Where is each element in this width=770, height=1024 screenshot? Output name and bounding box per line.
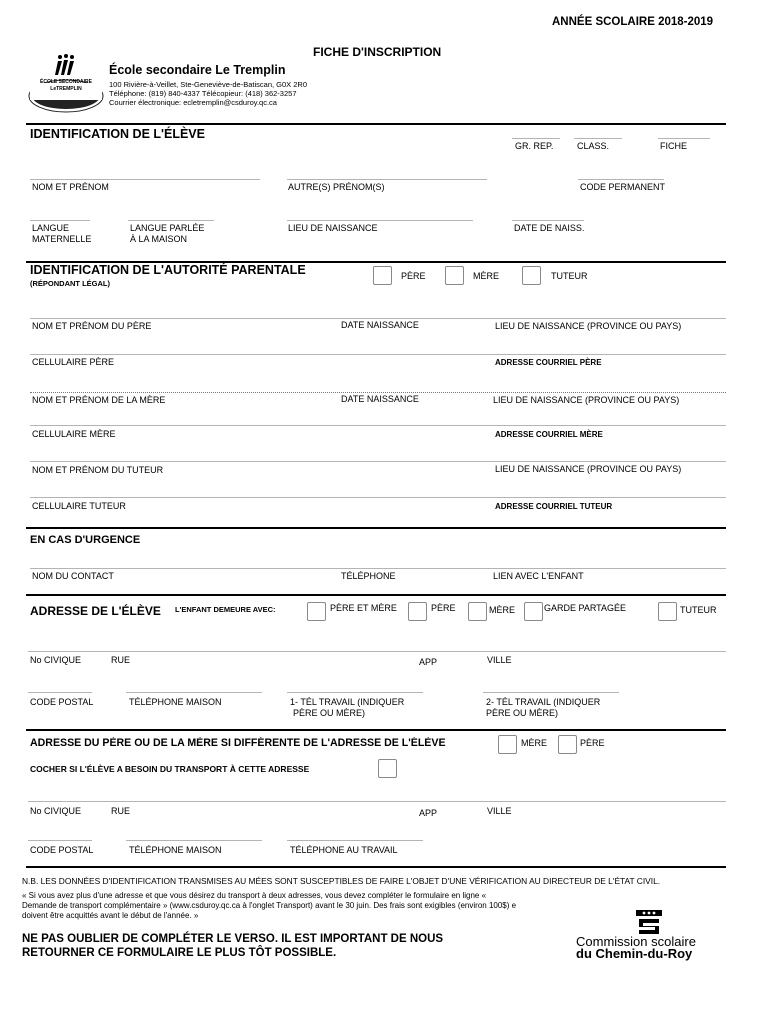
alt-pere-checkbox[interactable]: [558, 735, 577, 754]
name-label: NOM ET PRÉNOM: [32, 182, 109, 192]
mere-label: MÈRE: [473, 271, 500, 281]
mere-checkbox[interactable]: [445, 266, 464, 285]
father-cell-label: CELLULAIRE PÈRE: [32, 357, 115, 367]
school-email: Courrier électronique: ecletremplin@csduroy.qc.ca: [109, 98, 277, 107]
section-divider: [26, 594, 726, 596]
alt-street-address-field[interactable]: [28, 801, 726, 802]
school-logo: [28, 53, 104, 115]
emergency-contact-label: NOM DU CONTACT: [32, 571, 114, 581]
verification-note: N.B. LES DONNÉES D'IDENTIFICATION TRANSMISES AU MÉES SONT SUSCEPTIBLES DE FAIRE L'OBJET D'UNE VÉRIFICATION AU DIRECTEUR DE L'ÉTAT CIVIL.: [22, 876, 661, 886]
school-address: 100 Rivière-à-Veillet, Ste-Geneviève-de-Batiscan, G0X 2R0: [109, 80, 308, 89]
section-divider: [26, 866, 726, 868]
school-phone: Téléphone: (819) 840-4337 Télécopieur: (418) 362-3257: [109, 89, 297, 98]
mother-birthdate-label: DATE NAISSANCE: [341, 394, 419, 404]
gr-rep-label: GR. REP.: [515, 141, 554, 151]
work-phone-1-field[interactable]: [287, 692, 423, 693]
transport-note-1: « Si vous avez plus d'une adresse et que vous désirez du transport à deux adresses, vous devez compléter le formulaire en ligne «: [22, 891, 487, 900]
other-names-field[interactable]: [287, 179, 487, 180]
work-phone-2-field[interactable]: [483, 692, 619, 693]
permanent-code-field[interactable]: [578, 179, 664, 180]
commission-name-line-2: du Chemin-du-Roy: [576, 946, 693, 961]
transport-note-3: doivent être acquittés avant le début de l'année. »: [22, 911, 199, 920]
shared-custody-checkbox[interactable]: [524, 602, 543, 621]
home-language-label-1: LANGUE PARLÉE: [130, 223, 205, 233]
birthdate-label: DATE DE NAISS.: [514, 223, 585, 233]
parental-section-title: IDENTIFICATION DE L'AUTORITÉ PARENTALE: [30, 263, 306, 277]
tutor-cell-label: CELLULAIRE TUTEUR: [32, 501, 126, 511]
alt-work-phone-label: TÉLÉPHONE AU TRAVAIL: [290, 845, 398, 855]
address-mere-checkbox[interactable]: [468, 602, 487, 621]
postal-code-field[interactable]: [28, 692, 92, 693]
city-label: VILLE: [487, 655, 512, 665]
school-name: École secondaire Le Tremplin: [109, 63, 286, 77]
mother-tongue-label-1: LANGUE: [32, 223, 70, 233]
alt-work-phone-field[interactable]: [287, 840, 423, 841]
mother-name-label: NOM ET PRÉNOM DE LA MÈRE: [32, 395, 166, 405]
emergency-phone-label: TÉLÉPHONE: [341, 571, 396, 581]
birthplace-field[interactable]: [287, 220, 473, 221]
school-logo-caption: ÉCOLE SECONDAIRE LeTREMPLIN: [40, 79, 92, 92]
mother-tongue-label-2: MATERNELLE: [32, 234, 92, 244]
fiche-label: FICHE: [660, 141, 687, 151]
mother-row-field[interactable]: [30, 392, 726, 393]
work-phone-2-label-a: 2- TÉL TRAVAIL (INDIQUER: [486, 697, 601, 707]
street-label: RUE: [111, 655, 131, 665]
pere-label: PÈRE: [401, 271, 426, 281]
commission-logo-icon: [636, 910, 662, 934]
shared-custody-label: GARDE PARTAGÉE: [544, 603, 627, 613]
address-tuteur-checkbox[interactable]: [658, 602, 677, 621]
mother-contact-field[interactable]: [30, 425, 726, 426]
alt-mere-checkbox[interactable]: [498, 735, 517, 754]
school-year: ANNÉE SCOLAIRE 2018-2019: [552, 16, 714, 28]
mother-birthplace-label: LIEU DE NAISSANCE (PROVINCE OU PAYS): [493, 395, 680, 405]
father-name-label: NOM ET PRÉNOM DU PÈRE: [32, 321, 152, 331]
class-label: CLASS.: [577, 141, 610, 151]
home-phone-field[interactable]: [126, 692, 262, 693]
street-address-field[interactable]: [28, 651, 726, 652]
parental-subtitle: (RÉPONDANT LÉGAL): [30, 279, 110, 288]
form-title: FICHE D'INSCRIPTION: [313, 45, 442, 59]
alt-postal-code-field[interactable]: [28, 840, 92, 841]
work-phone-1-label-b: PÈRE OU MÈRE): [293, 708, 366, 718]
alt-mere-label: MÈRE: [521, 738, 548, 748]
transport-label: COCHER SI L'ÉLÈVE A BESOIN DU TRANSPORT À CETTE ADRESSE: [30, 764, 310, 774]
father-birthplace-label: LIEU DE NAISSANCE (PROVINCE OU PAYS): [495, 321, 682, 331]
birthdate-field[interactable]: [512, 220, 584, 221]
father-email-label: ADRESSE COURRIEL PÈRE: [495, 358, 602, 367]
apt-label: APP: [419, 657, 438, 667]
address-pere-checkbox[interactable]: [408, 602, 427, 621]
alt-home-phone-label: TÉLÉPHONE MAISON: [129, 845, 222, 855]
address-section-title: ADRESSE DE L'ÉLÈVE: [30, 604, 161, 618]
emergency-section-title: EN CAS D'URGENCE: [30, 534, 141, 546]
permanent-code-label: CODE PERMANENT: [580, 182, 666, 192]
alt-home-phone-field[interactable]: [126, 840, 262, 841]
transport-note-2: Demande de transport complémentaire » (www.csduroy.qc.ca à l'onglet Transport) avant le 30 juin. Des frais sont exigibles (environ 100$) e: [22, 901, 517, 910]
alt-apt-label: APP: [419, 808, 438, 818]
both-parents-label: PÈRE ET MÈRE: [330, 603, 397, 613]
alt-postal-code-label: CODE POSTAL: [30, 845, 94, 855]
mother-tongue-field[interactable]: [30, 220, 90, 221]
address-mere-label: MÈRE: [489, 605, 516, 615]
address-tuteur-label: TUTEUR: [680, 605, 717, 615]
birthplace-label: LIEU DE NAISSANCE: [288, 223, 378, 233]
home-language-label-2: À LA MAISON: [130, 234, 188, 244]
pere-checkbox[interactable]: [373, 266, 392, 285]
alt-civic-label: No CIVIQUE: [30, 806, 82, 816]
tuteur-label: TUTEUR: [551, 271, 588, 281]
transport-checkbox[interactable]: [378, 759, 397, 778]
father-birthdate-label: DATE NAISSANCE: [341, 320, 419, 330]
alt-city-label: VILLE: [487, 806, 512, 816]
lives-with-label: L'ENFANT DEMEURE AVEC:: [175, 605, 276, 614]
tutor-email-label: ADRESSE COURRIEL TUTEUR: [495, 502, 613, 511]
other-names-label: AUTRE(S) PRÉNOM(S): [288, 182, 385, 192]
section-divider: [26, 527, 726, 529]
civic-label: No CIVIQUE: [30, 655, 82, 665]
tutor-name-label: NOM ET PRÉNOM DU TUTEUR: [32, 465, 164, 475]
alt-street-label: RUE: [111, 806, 131, 816]
section-divider: [26, 729, 726, 731]
home-phone-label: TÉLÉPHONE MAISON: [129, 697, 222, 707]
address-pere-label: PÈRE: [431, 603, 456, 613]
postal-code-label: CODE POSTAL: [30, 697, 94, 707]
emergency-row-field[interactable]: [30, 568, 726, 569]
mother-cell-label: CELLULAIRE MÈRE: [32, 429, 116, 439]
tutor-contact-field[interactable]: [30, 497, 726, 498]
father-contact-field[interactable]: [30, 354, 726, 355]
mother-email-label: ADRESSE COURRIEL MÈRE: [495, 430, 603, 439]
tutor-birthplace-label: LIEU DE NAISSANCE (PROVINCE OU PAYS): [495, 464, 682, 474]
tuteur-checkbox[interactable]: [522, 266, 541, 285]
reminder-line-1: NE PAS OUBLIER DE COMPLÉTER LE VERSO. IL EST IMPORTANT DE NOUS: [22, 933, 444, 945]
student-section-title: IDENTIFICATION DE L'ÉLÈVE: [30, 127, 205, 141]
section-divider: [26, 123, 726, 125]
tutor-row-field[interactable]: [30, 461, 726, 462]
alt-address-section-title: ADRESSE DU PÈRE OU DE LA MÈRE SI DIFFÉRENTE DE L'ADRESSE DE L'ÉLÈVE: [30, 737, 446, 749]
emergency-relation-label: LIEN AVEC L'ENFANT: [493, 571, 584, 581]
work-phone-1-label-a: 1- TÉL TRAVAIL (INDIQUER: [290, 697, 405, 707]
both-parents-checkbox[interactable]: [307, 602, 326, 621]
reminder-line-2: RETOURNER CE FORMULAIRE LE PLUS TÔT POSSIBLE.: [22, 947, 337, 959]
commission-name-line-1: Commission scolaire: [576, 934, 696, 949]
alt-pere-label: PÈRE: [580, 738, 605, 748]
name-field[interactable]: [30, 179, 260, 180]
father-row-field[interactable]: [30, 318, 726, 319]
work-phone-2-label-b: PÈRE OU MÈRE): [486, 708, 559, 718]
home-language-field[interactable]: [128, 220, 214, 221]
